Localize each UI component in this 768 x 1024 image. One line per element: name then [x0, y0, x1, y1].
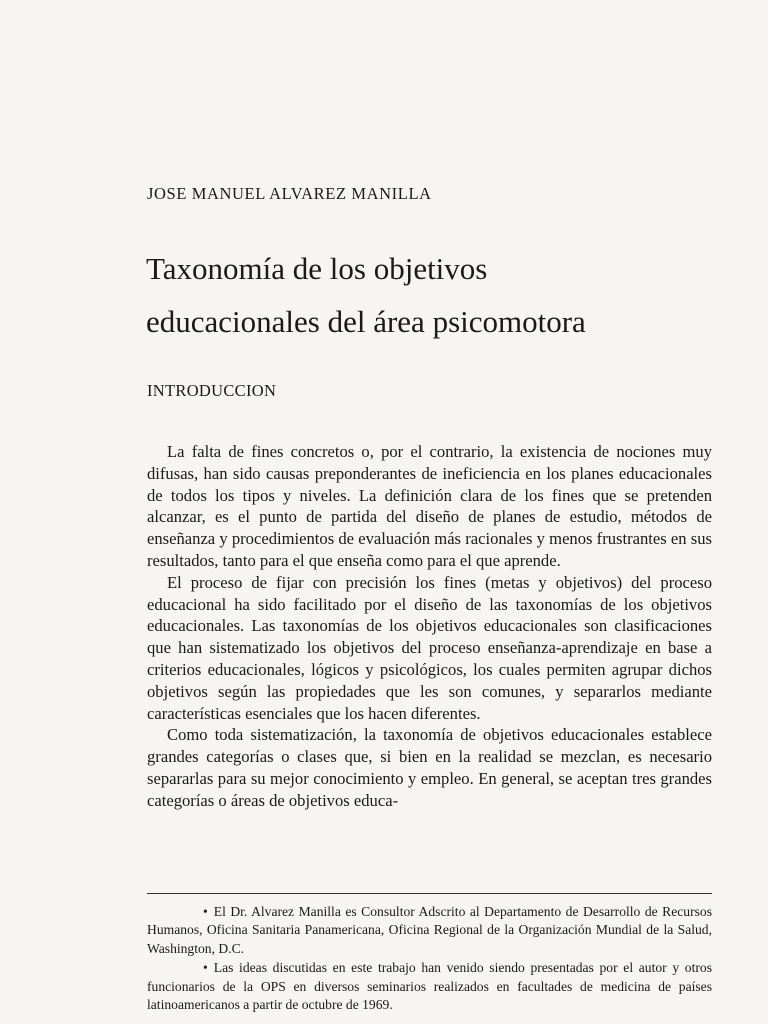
paragraph-1: La falta de fines concretos o, por el contrario, la existencia de nociones muy difusas, han sido causas preponderantes de ineficiencia en los planes educacionales de todos los tipos y niveles. La definición clara de los fines que se pretenden alcanzar, es el punto de partida del diseño de planes de estudio, métodos de enseñanza y procedimientos de evaluación más racionales y menos frustrantes en sus resultados, tanto para el que enseña como para el que aprende.	[147, 442, 712, 570]
article-title	[146, 242, 746, 348]
title-line-2: educacionales del área psicomotora	[146, 304, 586, 339]
footnote-2	[147, 959, 712, 1014]
title-line-1: Taxonomía de los objetivos	[146, 251, 488, 286]
footnote-divider	[147, 893, 712, 894]
footnote-1-text: El Dr. Alvarez Manilla es Consultor Adscrito al Departamento de Desarrollo de Recursos Humanos, Oficina Sanitaria Panamericana, Oficina Regional de la Organización Mundial de la Salud, Washington, D.C.	[147, 904, 712, 956]
paragraph-3: Como toda sistematización, la taxonomía de objetivos educacionales establece grandes categorías o clases que, si bien en la realidad se mezclan, es necesario separarlas para su mejor conocimiento y empleo. En general, se aceptan tres grandes categorías o áreas de objetivos educa-	[147, 725, 712, 810]
body-text	[147, 441, 712, 812]
footnotes	[147, 903, 712, 1015]
footnote-1	[147, 903, 712, 958]
bullet-icon: •	[203, 904, 208, 919]
section-heading: INTRODUCCION	[147, 381, 277, 400]
paragraph-2: El proceso de fijar con precisión los fines (metas y objetivos) del proceso educacional ha sido facilitado por el diseño de las taxonomías de los objetivos educacionales. Las taxonomías de los objetivos educacionales son clasificaciones que han sistematizado los objetivos del proceso enseñanza-aprendizaje en base a criterios educacionales, lógicos y psicológicos, los cuales permiten agrupar dichos objetivos según las propiedades que les son comunes, y separarlos mediante características esenciales que los hacen diferentes.	[147, 572, 712, 723]
footnote-2-text: Las ideas discutidas en este trabajo han venido siendo presentadas por el autor y otros funcionarios de la OPS en diversos seminarios realizados en facultades de medicina de países latinoamericanos a partir de octubre de 1969.	[147, 960, 712, 1013]
author-name: JOSE MANUEL ALVAREZ MANILLA	[147, 184, 432, 203]
bullet-icon: •	[203, 960, 208, 976]
